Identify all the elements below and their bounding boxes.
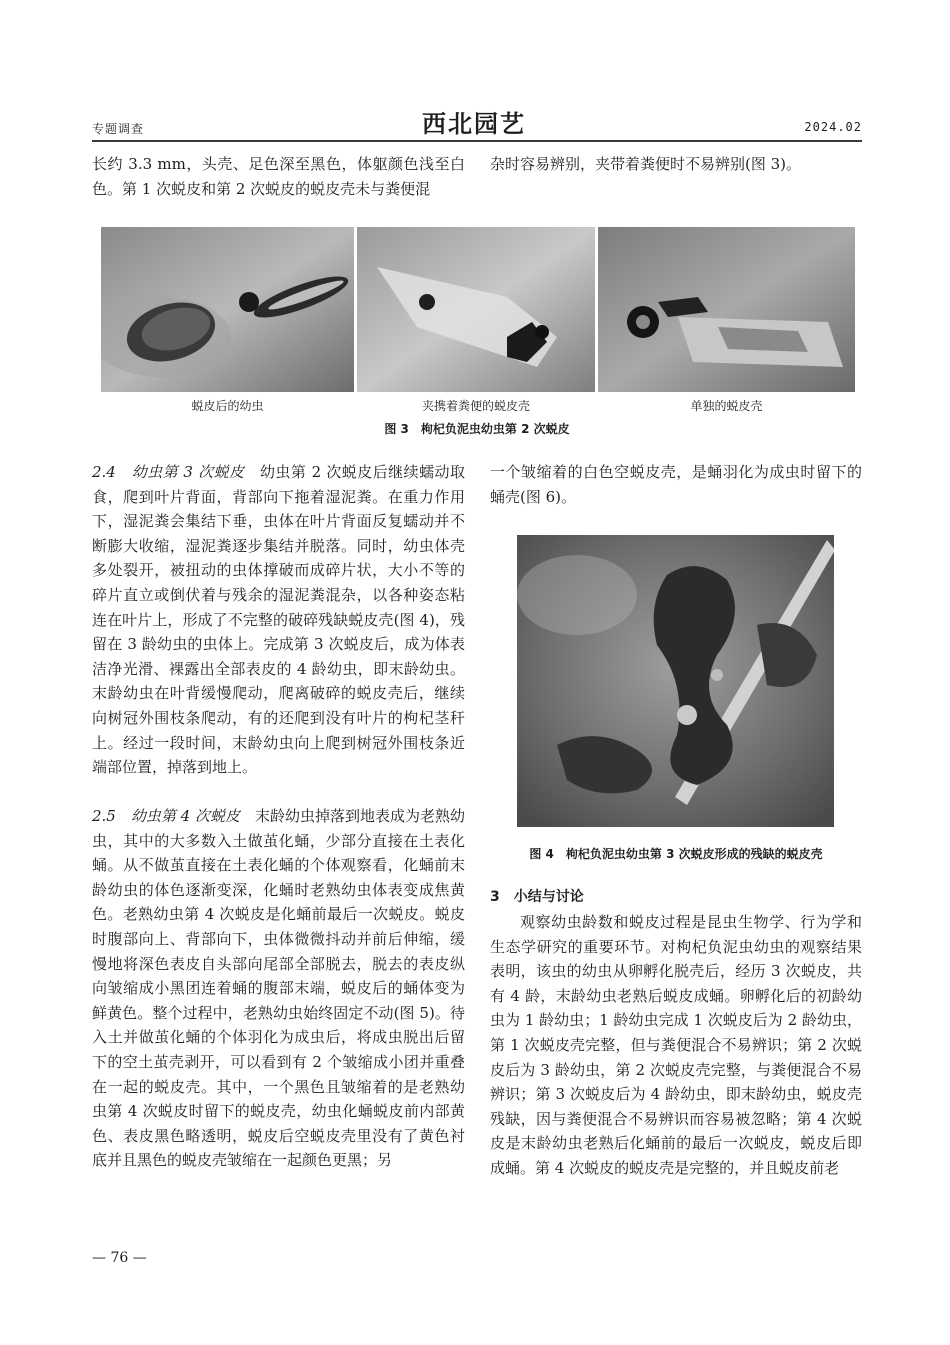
figure3-subcaption-3: 单独的蜕皮壳 bbox=[690, 399, 763, 413]
section-2-5-paragraph bbox=[92, 804, 465, 1173]
top-left-paragraph: 长约 3.3 mm，头壳、足色深至黑色，体躯颜色浅至白色。第 1 次蜕皮和第 2 次蜕皮的蜕皮壳未与粪便混 bbox=[92, 155, 465, 198]
section-2-4-heading: 2.4 幼虫第 3 次蜕皮 bbox=[92, 463, 245, 481]
figure3-subcaption-2: 夹携着粪便的蜕皮壳 bbox=[421, 399, 530, 413]
figure3-photo-single-shell bbox=[598, 227, 855, 392]
section-label: 专题调查 bbox=[92, 122, 145, 136]
figure3-subcaption-1: 蜕皮后的幼虫 bbox=[191, 399, 264, 413]
journal-title: 西北园艺 bbox=[422, 109, 526, 138]
section-2-4-paragraph bbox=[92, 460, 465, 780]
top-right-paragraph: 杂时容易辨别，夹带着粪便时不易辨别(图 3)。 bbox=[490, 155, 802, 173]
section-2-5-heading: 2.5 幼虫第 4 次蜕皮 bbox=[92, 807, 240, 825]
page-header bbox=[92, 100, 862, 142]
section-3-heading: 3 小结与讨论 bbox=[490, 889, 584, 905]
page-number: — 76 — bbox=[92, 1250, 147, 1266]
figure4-caption: 图 4 枸杞负泥虫幼虫第 3 次蜕皮形成的残缺的蜕皮壳 bbox=[529, 847, 823, 861]
figure3-caption: 图 3 枸杞负泥虫幼虫第 2 次蜕皮 bbox=[384, 422, 570, 436]
section-2-5-text: 末龄幼虫掉落到地表成为老熟幼虫，其中的大多数入土做茧化蛹，少部分直接在土表化蛹。从不做茧直接在土表化蛹的个体观察看，化蛹前末龄幼虫的体色逐渐变深，化蛹时老熟幼虫体表变成焦黄色。老熟幼虫第 4 次蜕皮是化蛹前最后一次蜕皮。蜕皮时腹部向上、背部向下，虫体微微抖动并前后伸缩，缓慢地将深色表皮自头部向尾部全部脱去，脱去的表皮纵向皱缩成小黑团连着蛹的腹部末端，蜕皮后的蛹体变为鲜黄色。整个过程中，老熟幼虫始终固定不动(图 5)。待入土并做茧化蛹的个体羽化为成虫后，将成虫脱出后留下的空土茧壳剥开，可以看到有 2 个皱缩成小团并重叠在一起的蜕皮壳。其中，一个黑色且皱缩着的是老熟幼虫第 4 次蜕皮时留下的蜕皮壳，幼虫化蛹蜕皮前内部黄色、表皮黑色略透明，蜕皮后空蜕皮壳里没有了黄色衬底并且黑色的蜕皮壳皱缩在一起颜色更黑；另 bbox=[92, 807, 465, 1170]
figure3-photo-shell-with-feces bbox=[357, 227, 595, 392]
section-3-text: 观察幼虫龄数和蜕皮过程是昆虫生物学、行为学和生态学研究的重要环节。对枸杞负泥虫幼虫的观察结果表明，该虫的幼虫从卵孵化脱壳后，经历 3 次蜕皮，共有 4 龄，末龄幼虫老熟后蜕皮成蛹。卵孵化后的初龄幼虫为 1 龄幼虫；1 龄幼虫完成 1 次蜕皮后为 2 龄幼虫，第 1 次蜕皮壳完整，但与粪便混合不易辨识；第 2 次蜕皮后为 3 龄幼虫，第 2 次蜕皮壳完整，与粪便混合不易辨识；第 3 次蜕皮后为 4 龄幼虫，即末龄幼虫，蜕皮壳残缺，因与粪便混合不易辨识而容易被忽略；第 4 次蜕皮是末龄幼虫老熟后化蛹前的最后一次蜕皮，蜕皮后即成蛹。第 4 次蜕皮的蜕皮壳是完整的，并且蜕皮前老 bbox=[490, 913, 862, 1177]
figure3-photo-larva bbox=[101, 227, 354, 392]
figure4-photo bbox=[517, 535, 834, 827]
section-2-4-text: 幼虫第 2 次蜕皮后继续蠕动取食，爬到叶片背面，背部向下拖着湿泥粪。在重力作用下，湿泥粪会集结下垂，虫体在叶片背面反复蠕动并不断膨大收缩，湿泥粪逐步集结并脱落。同时，幼虫体壳多处裂开，被扭动的虫体撑破而成碎片状，大小不等的碎片直立或倒伏着与残余的湿泥粪混杂，以各种姿态粘连在叶片上，形成了不完整的破碎残缺蜕皮壳(图 4)，残留在 3 龄幼虫的虫体上。完成第 3 次蜕皮后，成为体表洁净光滑、裸露出全部表皮的 4 龄幼虫，即末龄幼虫。末龄幼虫在叶背缓慢爬动，爬离破碎的蜕皮壳后，继续向树冠外围枝条爬动，有的还爬到没有叶片的枸杞茎秆上。经过一段时间，末龄幼虫向上爬到树冠外围枝条近端部位置，掉落到地上。 bbox=[92, 463, 465, 777]
right-continuation-paragraph: 一个皱缩着的白色空蜕皮壳，是蛹羽化为成虫时留下的蛹壳(图 6)。 bbox=[490, 463, 862, 506]
issue-number: 2024.02 bbox=[804, 120, 862, 134]
